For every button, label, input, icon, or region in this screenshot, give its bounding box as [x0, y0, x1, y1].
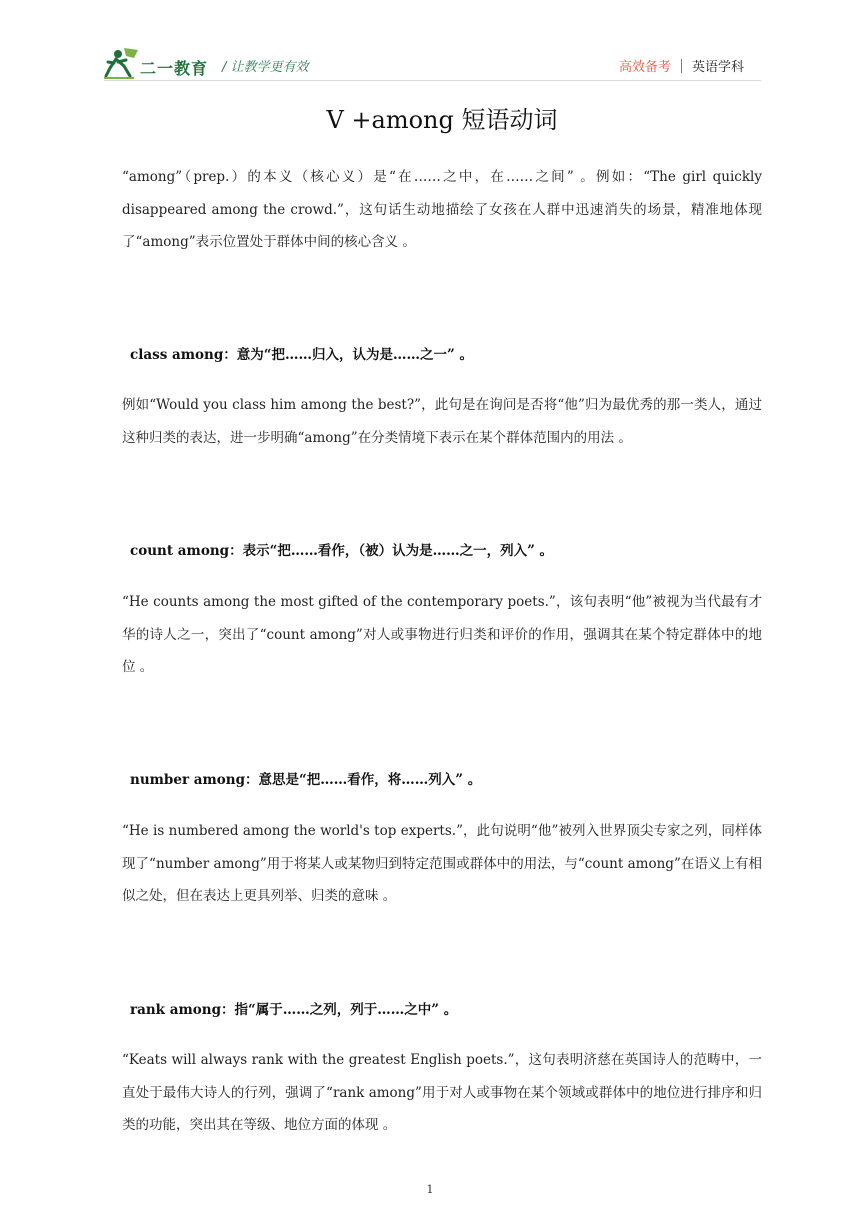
logo-text: 二一教育	[140, 59, 209, 78]
page-title: V +among 短语动词	[326, 106, 558, 134]
runner-logo-icon	[104, 46, 140, 80]
header-subject: 英语学科	[691, 60, 744, 75]
header-right	[619, 56, 744, 75]
page-header	[0, 0, 860, 84]
section-text-count-among: “He counts among the most gifted of the contemporary poets.”，该句表明“他”被视为当代最有才华的诗人之一，突出了“count among”对人或事物进行归类和评价的作用，强调其在某个特定群体中的地位 。	[122, 594, 762, 675]
header-divider	[681, 59, 682, 73]
section-heading-class-among: class among：意为“把……归入，认为是……之一” 。	[130, 347, 474, 363]
slogan: / 让教学更有效	[222, 60, 309, 75]
logo	[104, 46, 214, 82]
header-label: 高效备考	[618, 60, 671, 75]
intro-paragraph: “among”（prep.）的本义（核心义）是“在……之中，在……之间” 。例如：“The girl quickly disappeared among the crowd.”，这句话生动地描绘了女孩在人群中迅速消失的场景，精准地体现了“among”表示位置处于群体中间的核心含义 。	[122, 169, 762, 250]
section-text-class-among: 例如“Would you class him among the best?”，此句是在询问是否将“他”归为最优秀的那一类人，通过这种归类的表达，进一步明确“among”在分类情境下表示在某个群体范围内的用法 。	[122, 397, 762, 446]
section-heading-rank-among: rank among：指“属于……之列，列于……之中” 。	[130, 1002, 458, 1018]
section-heading-count-among: count among：表示“把……看作，（被）认为是……之一，列入” 。	[130, 543, 554, 559]
page-number: 1	[426, 1183, 434, 1196]
section-text-number-among: “He is numbered among the world's top experts.”，此句说明“他”被列入世界顶尖专家之列，同样体现了“number among”用于将某人或某物归到特定范围或群体中的用法，与“count among”在语义上有相似之处，但在表达上更具列举、归类的意味 。	[122, 823, 762, 904]
section-text-rank-among: “Keats will always rank with the greatest English poets.”，这句表明济慈在英国诗人的范畴中，一直处于最伟大诗人的行列，强调了“rank among”用于对人或事物在某个领域或群体中的地位进行排序和归类的功能，突出其在等级、地位方面的体现 。	[122, 1052, 762, 1133]
header-rule	[104, 80, 761, 81]
section-heading-number-among: number among：意思是“把……看作，将……列入” 。	[130, 772, 482, 788]
